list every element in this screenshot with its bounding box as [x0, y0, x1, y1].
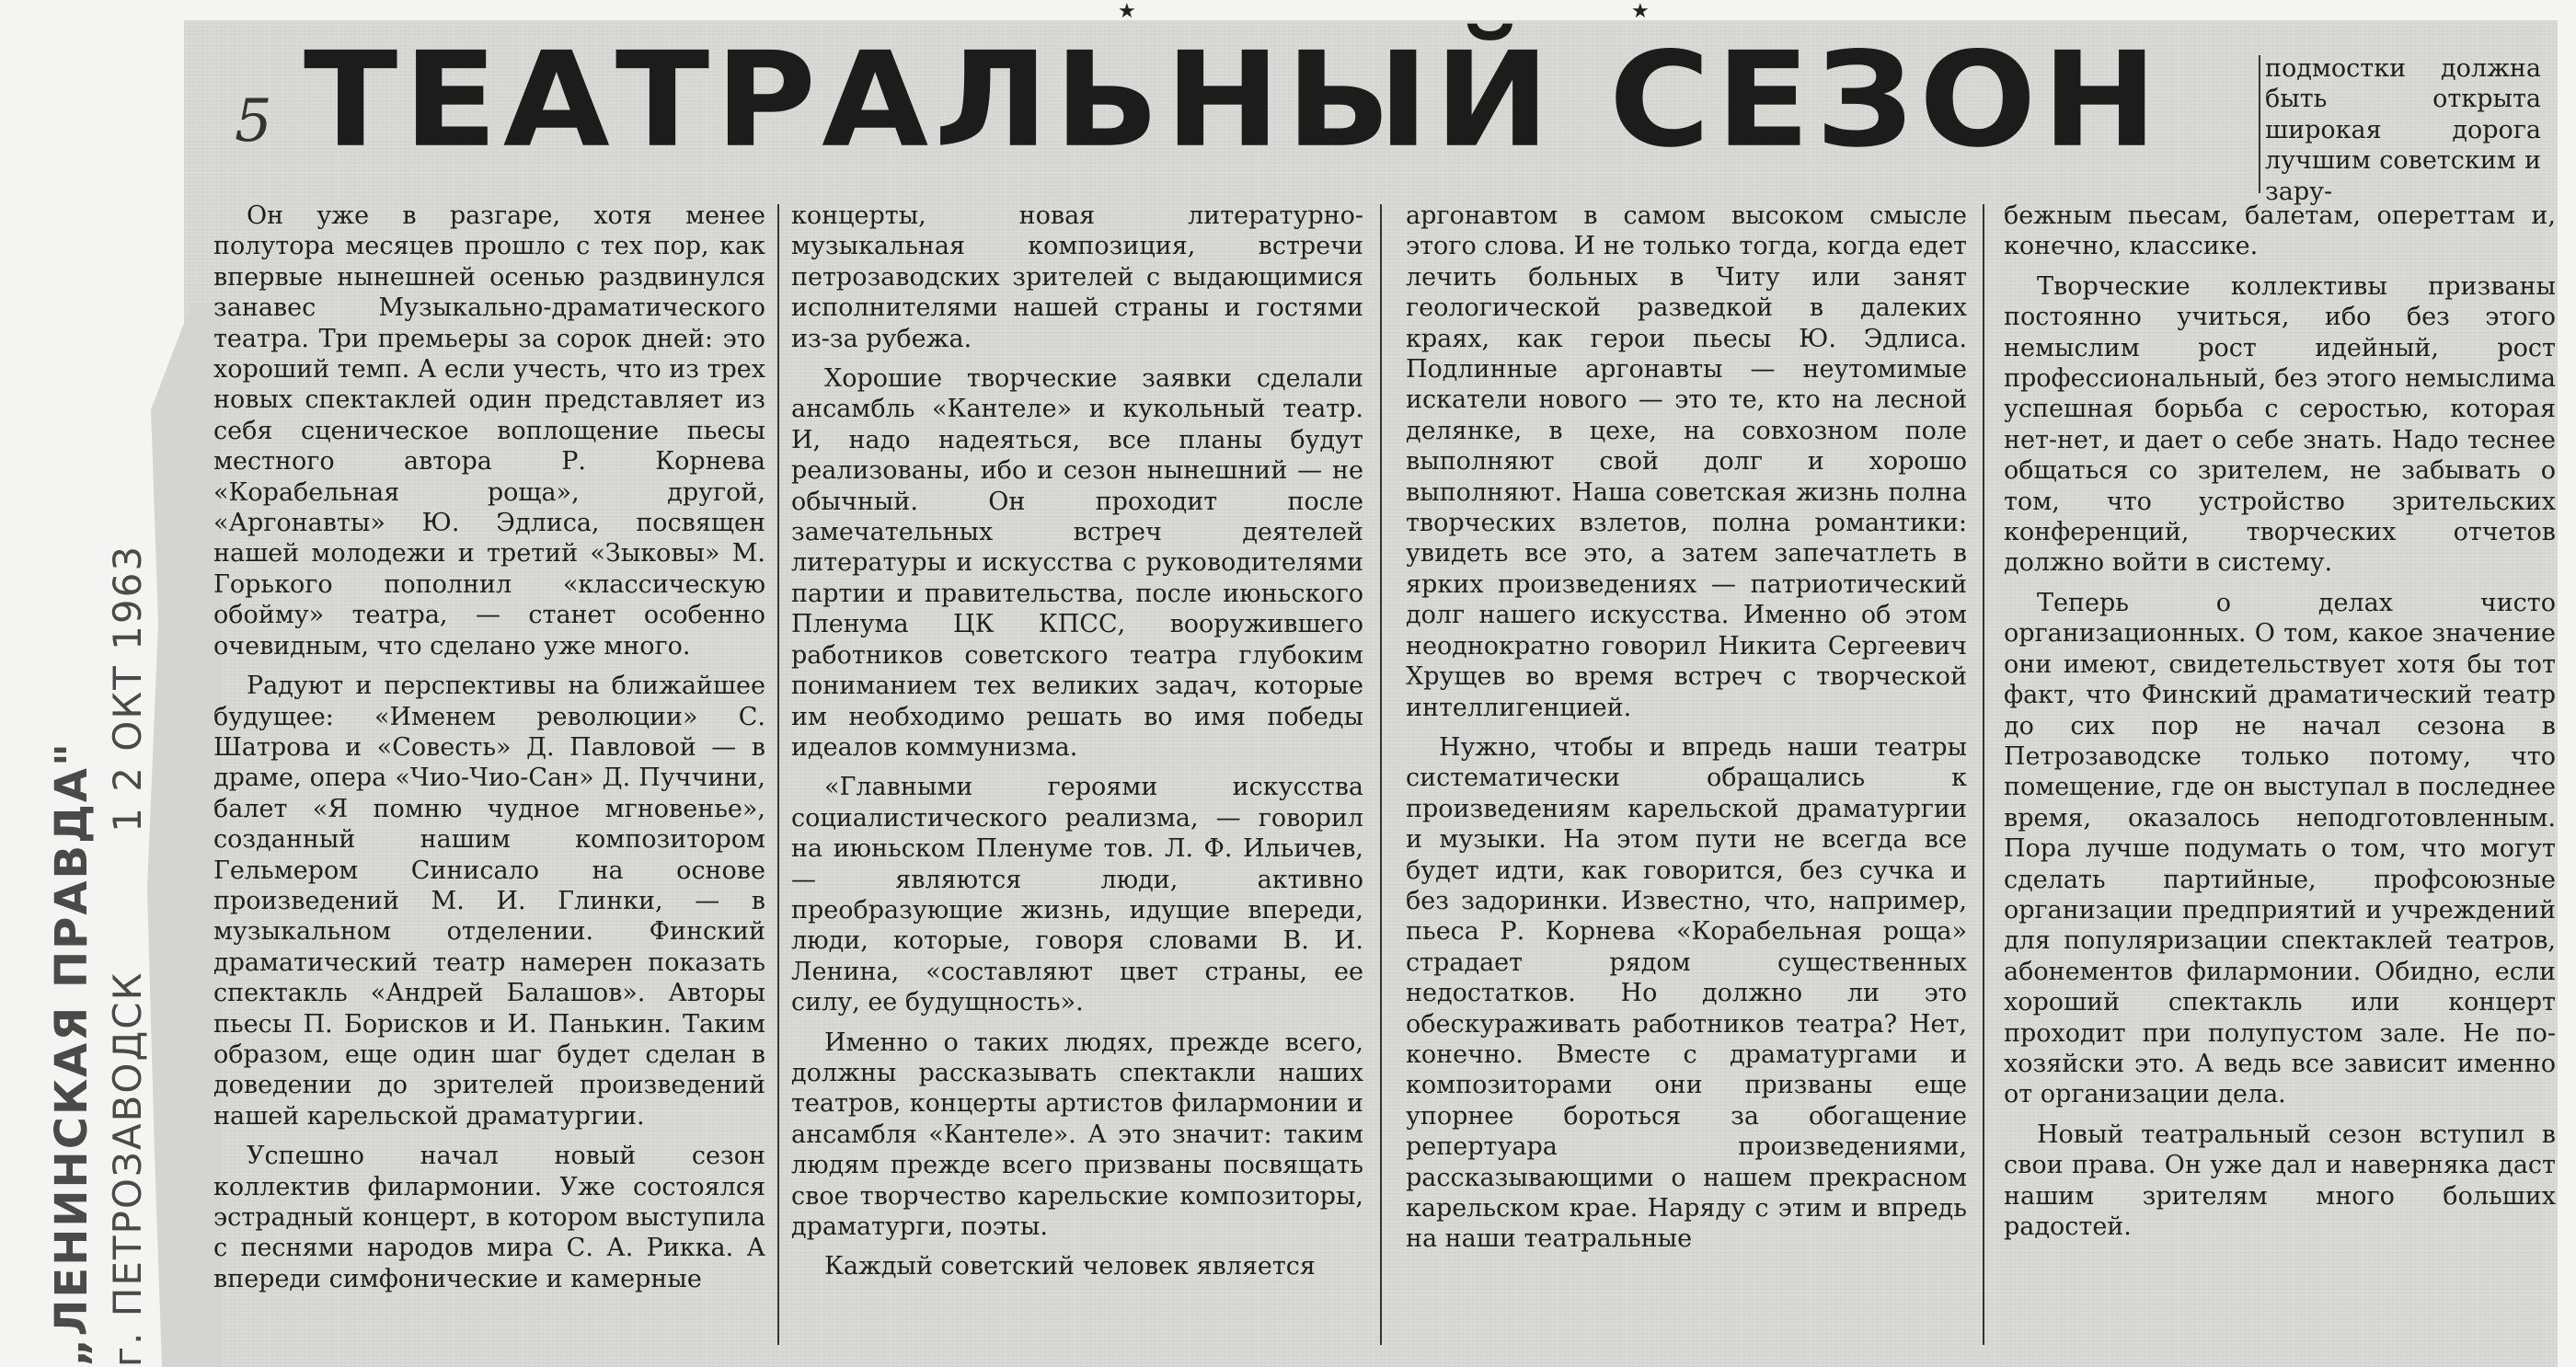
stamp-newspaper: „ЛЕНИНСКАЯ ПРАВДА": [46, 741, 98, 1367]
column-1: [213, 201, 765, 1304]
paragraph: аргонавтом в самом высоком смысле этого слова. И не только тогда, когда едет лечить больных в Читу или занят геологической разведкой в далеких краях, как герои пьесы Ю. Эдлиса. Подлинные аргонавты — неутомимые искатели нового — это те, кто на лесной делянке, в цехе, на совхозном поле выполняют свой долг и хорошо выполняют. Наша советская жизнь полна творческих взлетов, полна романтики: увидеть все это, а затем запечатлеть в ярких произведениях — патриотический долг нашего искусства. Именно об этом неоднократно говорил Никита Сергеевич Хрущев во время встреч с творческой интеллигенцией.: [1406, 201, 1967, 722]
stamp-date: 1 2 ОКТ 1963: [105, 544, 150, 833]
article-headline: ТЕАТРАЛЬНЫЙ СЕЗОН: [304, 24, 2164, 177]
paragraph: Успешно начал новый сезон коллектив филармонии. Уже состоялся эстрадный концерт, в котором выступила с песнями народов мира С. А. Рикка. А впереди симфонические и камерные: [213, 1142, 765, 1293]
paragraph: Новый театральный сезон вступил в свои права. Он уже дал и наверняка даст нашим зрителям много больших радостей.: [2004, 1120, 2556, 1241]
star-ornament: ★: [1631, 0, 1650, 23]
paragraph: Он уже в разгаре, хотя менее полутора месяцев прошло с тех пор, как впервые нынешней осенью раздвинулся занавес Музыкально-драматического театра. Три премьеры за сорок дней: это хороший темп. А если учесть, что из трех новых спектаклей один представляет из себя сценическое воплощение пьесы местного автора Р. Корнева «Корабельная роща», другой, «Аргонавты» Ю. Эдлиса, посвящен нашей молодежи и третий «Зыковы» М. Горького пополнил «классическую обойму» театра, — станет особенно очевидным, что сделано уже много.: [213, 201, 765, 661]
column-top-right: [2265, 53, 2541, 216]
paragraph: концерты, новая литературно-музыкальная композиция, встречи петрозаводских зрителей с выдающимися исполнителями нашей страны и гостями из-за рубежа.: [791, 201, 1363, 353]
column-2: [791, 201, 1363, 1292]
paragraph: Творческие коллективы призваны постоянно учиться, ибо без этого немыслим рост идейный, рост профессиональный, без этого немыслима успешная борьба с серостью, которая нет-нет, и дает о себе знать. Надо теснее общаться со зрителем, не забывать о том, что устройство зрительских конференций, творческих отчетов должно войти в систему.: [2004, 271, 2556, 578]
star-ornament: ★: [1118, 0, 1136, 23]
paragraph: Нужно, чтобы и впредь наши театры систематически обращались к произведениям карельской драматургии и музыки. На этом пути не всегда все будет идти, как говорится, без сучка и без задоринки. Известно, что, например, пьеса Р. Корнева «Корабельная роща» страдает рядом существенных недостатков. Но должно ли это обескураживать работников театра? Нет, конечно. Вместе с драматургами и композиторами они призваны еще упорнее бороться за обогащение репертуара произведениями, рассказывающими о нашем прекрасном карельском крае. Наряду с этим и впредь на наши театральные: [1406, 732, 1967, 1254]
column-4: [2004, 201, 2556, 1251]
paragraph: Каждый советский человек является: [824, 1252, 1316, 1281]
column-divider: [2259, 55, 2260, 193]
column-divider: [777, 204, 779, 1345]
stamp-city: г. ПЕТРОЗАВОДСК: [105, 971, 150, 1367]
paragraph: бежным пьесам, балетам, опереттам и, конечно, классике.: [2004, 201, 2556, 261]
paragraph: Хорошие творческие заявки сделали ансамбль «Кантеле» и кукольный театр. И, надо надеяться, все планы будут реализованы, ибо и сезон нынешний — не обычный. Он проходит после замечательных встреч деятелей литературы и искусства с руководителями партии и правительства, после июньского Пленума ЦК КПСС, вооружившего работников советского театра глубоким пониманием тех великих задач, которые им необходимо решать во имя победы идеалов коммунизма.: [791, 364, 1363, 762]
torn-paper-edge: [147, 304, 221, 1367]
handwritten-mark: 5: [235, 87, 272, 155]
archive-stamp: [46, 355, 150, 1367]
paragraph: Теперь о делах чисто организационных. О том, какое значение они имеют, свидетельствует хотя бы тот факт, что Финский драматический театр до сих пор не начал сезона в Петрозаводске только потому, что помещение, где он выступал в последнее время, оказалось неподготовленным. Пора лучше подумать о том, что могут сделать партийные, профсоюзные организации предприятий и учреждений для популяризации спектаклей театров, абонементов филармонии. Обидно, если хороший спектакль или концерт проходит при полупустом зале. Не по-хозяйски это. А ведь все зависит именно от организации дела.: [2004, 588, 2556, 1109]
column-divider: [1380, 204, 1382, 1345]
paragraph: Радуют и перспективы на ближайшее будущее: «Именем революции» С. Шатрова и «Совесть» Д. Павловой — в драме, опера «Чио-Чио-Сан» Д. Пуччини, балет «Я помню чудное мгновенье», созданный нашим композитором Гельмером Синисало на основе произведений М. И. Глинки, — в музыкальном отделении. Финский драматический театр намерен показать спектакль «Андрей Балашов». Авторы пьесы П. Борисков и И. Панькин. Таким образом, еще один шаг будет сделан в доведении до зрителей произведений нашей карельской драматургии.: [213, 672, 765, 1131]
paragraph: «Главными героями искусства социалистического реализма, — говорил на июньском Пленуме тов. Л. Ф. Ильичев, — являются люди, активно преобразующие жизнь, идущие впереди, люди, которые, говоря словами В. И. Ленина, «составляют цвет страны, ее силу, ее будущность».: [791, 773, 1363, 1017]
paragraph: Именно о таких людях, прежде всего, должны рассказывать спектакли наших театров, концерты артистов филармонии и ансамбля «Кантеле». А это значит: таким людям прежде всего призваны посвящать свое творчество карельские композиторы, драматурги, поэты.: [791, 1028, 1363, 1241]
column-3: [1406, 201, 1967, 1264]
stamp-city-date: [105, 355, 150, 1367]
column-divider: [1983, 204, 1984, 1345]
paragraph: подмостки должна быть открыта широкая дорога лучшим советским и зару-: [2265, 54, 2541, 206]
